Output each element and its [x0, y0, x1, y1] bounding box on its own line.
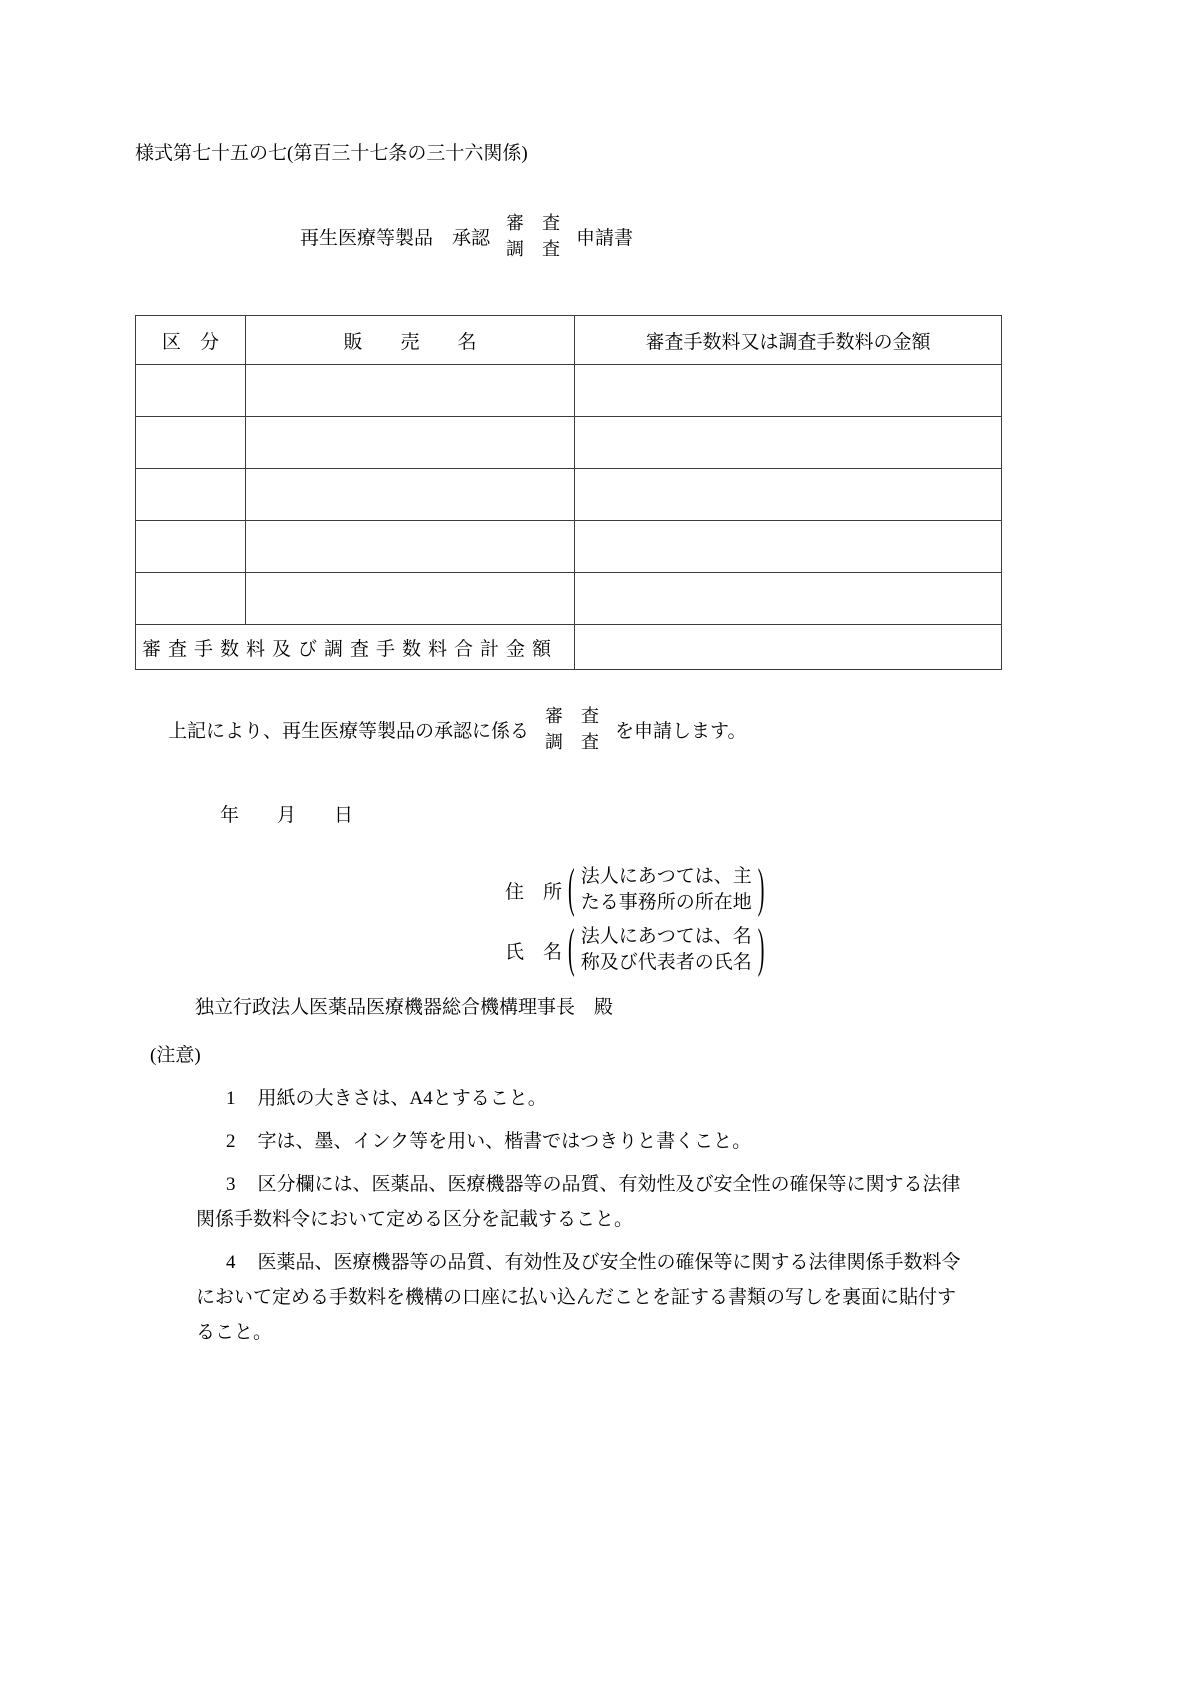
title-option-shinsa: 審 査	[506, 213, 561, 233]
application-option-chousa: 調 査	[545, 732, 600, 752]
column-header-brand-name: 販 売 名	[246, 316, 575, 365]
application-option-shinsa: 審 査	[545, 706, 600, 726]
name-note-line2: 称及び代表者の氏名	[580, 952, 752, 973]
total-fee-label: 審査手数料及び調査手数料合計金額	[136, 625, 575, 670]
title-stacked-options	[506, 210, 560, 262]
title-suffix: 申請書	[576, 227, 634, 249]
note-number: 3	[226, 1174, 236, 1195]
address-note-line2: たる事務所の所在地	[580, 892, 752, 913]
fee-amount-cell	[575, 573, 1002, 625]
table-total-row	[136, 625, 1002, 670]
note-number: 1	[226, 1088, 236, 1109]
form-number: 様式第七十五の七(第百三十七条の三十六関係)	[135, 143, 528, 164]
column-header-category: 区 分	[136, 316, 246, 365]
addressee-line: 独立行政法人医薬品医療機器総合機構理事長 殿	[195, 997, 614, 1018]
notes-title: (注意)	[150, 1045, 201, 1066]
note-text: 字は、墨、インク等を用い、楷書ではつきりと書くこと。	[257, 1131, 752, 1152]
title-option-chousa: 調 査	[506, 239, 561, 259]
name-note-line1: 法人にあつては、名	[580, 926, 752, 947]
address-block	[505, 858, 770, 919]
table-row	[136, 365, 1002, 417]
note-item-3	[150, 1167, 970, 1237]
table-header-row	[136, 316, 1002, 365]
category-cell	[136, 573, 246, 625]
category-cell	[136, 521, 246, 573]
document-title	[300, 210, 633, 262]
name-block	[505, 918, 770, 979]
brand-name-cell	[246, 521, 575, 573]
close-paren-glyph: )	[757, 918, 765, 979]
category-cell	[136, 365, 246, 417]
note-item-1	[150, 1081, 970, 1116]
open-paren-glyph: (	[568, 918, 575, 979]
brand-name-cell	[246, 573, 575, 625]
table-row	[136, 469, 1002, 521]
address-label: 住 所	[505, 881, 563, 903]
fee-amount-cell	[575, 521, 1002, 573]
category-cell	[136, 417, 246, 469]
note-item-2	[150, 1124, 970, 1159]
note-text: 区分欄には、医薬品、医療機器等の品質、有効性及び安全性の確保等に関する法律関係手数料令において定める区分を記載すること。	[196, 1174, 961, 1230]
note-item-4	[150, 1245, 970, 1350]
fee-amount-cell	[575, 365, 1002, 417]
fee-table	[135, 315, 1002, 670]
table-row	[136, 521, 1002, 573]
application-stacked-options	[545, 703, 599, 755]
table-row	[136, 573, 1002, 625]
name-label: 氏 名	[505, 941, 563, 963]
note-text: 用紙の大きさは、A4とすること。	[257, 1088, 547, 1109]
application-prefix: 上記により、再生医療等製品の承認に係る	[168, 720, 530, 742]
note-number: 2	[226, 1131, 236, 1152]
notes-section	[150, 1038, 970, 1358]
address-note-line1: 法人にあつては、主	[580, 866, 752, 887]
title-prefix: 再生医療等製品 承認	[300, 227, 491, 249]
note-number: 4	[226, 1252, 236, 1273]
name-note	[581, 924, 752, 976]
fee-amount-cell	[575, 417, 1002, 469]
total-fee-value-cell	[575, 625, 1002, 670]
brand-name-cell	[246, 417, 575, 469]
note-text: 医薬品、医療機器等の品質、有効性及び安全性の確保等に関する法律関係手数料令において定める手数料を機構の口座に払い込んだことを証する書類の写しを裏面に貼付すること。	[196, 1252, 961, 1343]
application-suffix: を申請します。	[615, 720, 747, 742]
application-sentence	[168, 703, 747, 755]
fee-amount-cell	[575, 469, 1002, 521]
brand-name-cell	[246, 469, 575, 521]
close-paren-glyph: )	[757, 858, 765, 919]
category-cell	[136, 469, 246, 521]
table-row	[136, 417, 1002, 469]
address-note	[581, 864, 752, 916]
date-line: 年 月 日	[220, 805, 354, 826]
column-header-fee-amount: 審査手数料又は調査手数料の金額	[575, 316, 1002, 365]
open-paren-glyph: (	[568, 858, 575, 919]
brand-name-cell	[246, 365, 575, 417]
